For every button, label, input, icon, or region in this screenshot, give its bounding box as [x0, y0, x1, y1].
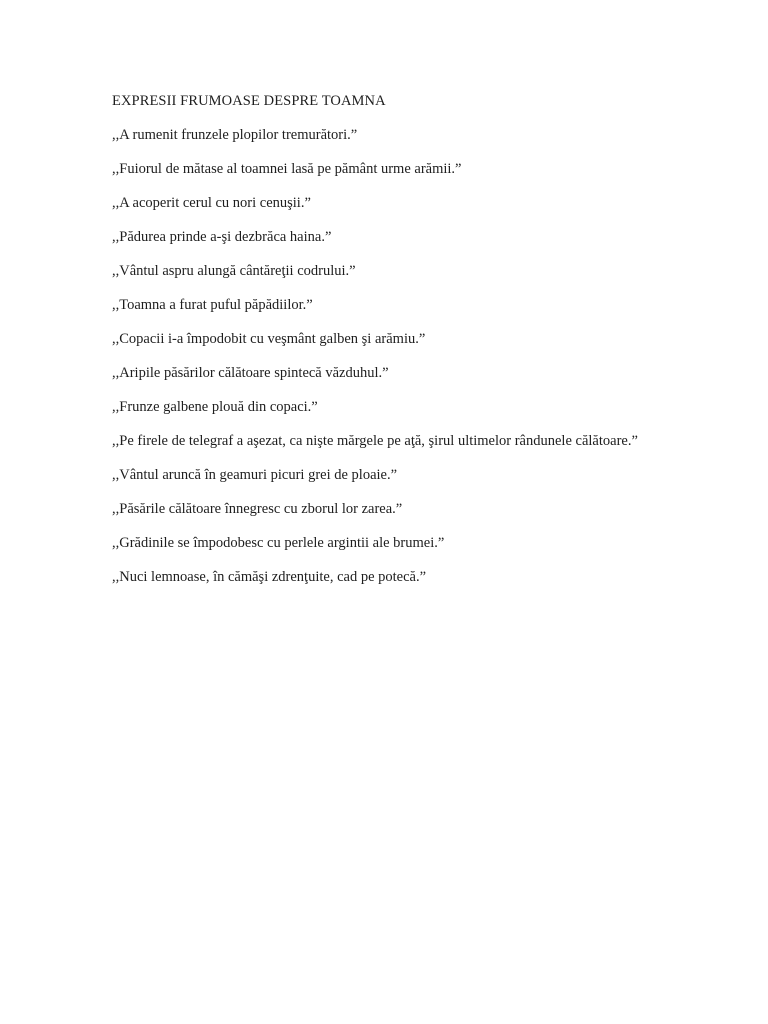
quote-list: [112, 127, 652, 586]
quote-item: ,,Aripile păsărilor călătoare spintecă văzduhul.”: [112, 365, 389, 381]
quote-item: ,,Pe firele de telegraf a aşezat, ca nişte mărgele pe aţă, şirul ultimelor rândunele călătoare.”: [112, 433, 638, 449]
quote-item: ,,Toamna a furat puful păpădiilor.”: [112, 297, 313, 313]
quote-item: ,,Pădurea prinde a-şi dezbrăca haina.”: [112, 229, 332, 245]
quote-item: ,,A rumenit frunzele plopilor tremurători.”: [112, 127, 358, 143]
quote-item: ,,Nuci lemnoase, în cămăşi zdrenţuite, cad pe potecă.”: [112, 569, 427, 585]
document-title: EXPRESII FRUMOASE DESPRE TOAMNA: [112, 93, 386, 109]
quote-item: ,,Frunze galbene plouă din copaci.”: [112, 399, 318, 415]
quote-item: ,,A acoperit cerul cu nori cenuşii.”: [112, 195, 311, 211]
document-body: [112, 93, 652, 603]
quote-item: ,,Păsările călătoare înnegresc cu zborul lor zarea.”: [112, 501, 403, 517]
quote-item: ,,Fuiorul de mătase al toamnei lasă pe pământ urme arămii.”: [112, 161, 462, 177]
quote-item: ,,Vântul aruncă în geamuri picuri grei de ploaie.”: [112, 467, 398, 483]
quote-item: ,,Copacii i-a împodobit cu veşmânt galben şi arămiu.”: [112, 331, 426, 347]
quote-item: ,,Vântul aspru alungă cântăreţii codrului.”: [112, 263, 356, 279]
quote-item: ,,Grădinile se împodobesc cu perlele argintii ale brumei.”: [112, 535, 445, 551]
